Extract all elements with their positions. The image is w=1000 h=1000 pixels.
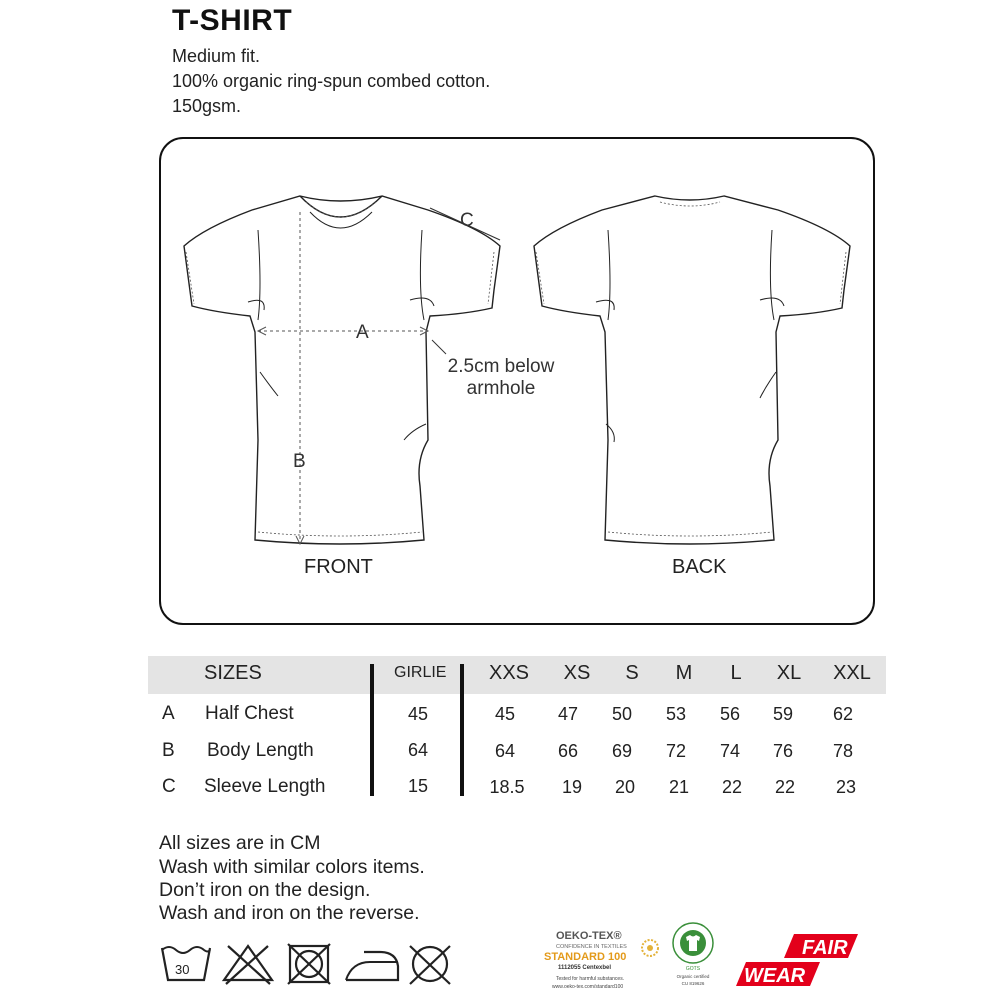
care-icons-row [158, 940, 458, 986]
page-title: T-SHIRT [172, 4, 293, 37]
oeko-tex-title: OEKO-TEX® [556, 930, 622, 942]
sizes-header: SIZES [204, 662, 262, 684]
row-a-m: 53 [665, 704, 687, 724]
armhole-note-line1: 2.5cm below [447, 356, 555, 377]
gots-cert-line1: Organic certified [676, 974, 710, 979]
no-dry-clean-icon [410, 946, 450, 984]
oeko-tex-code: 1112055 Centexbel [558, 965, 612, 971]
fabric-description: 100% organic ring-spun combed cotton. [172, 71, 491, 91]
row-c-xxs: 18.5 [489, 777, 525, 797]
size-col-xs: XS [563, 662, 591, 684]
size-col-m: M [675, 662, 693, 684]
wash-30-icon [162, 947, 210, 980]
girlie-header: GIRLIE [394, 664, 447, 681]
fair-wear-logo [736, 932, 860, 988]
front-label: FRONT [304, 556, 373, 578]
size-col-xl: XL [776, 662, 802, 684]
back-tshirt-drawing [534, 196, 850, 544]
row-a-xl: 59 [772, 704, 794, 724]
row-b-xxs: 64 [494, 741, 516, 761]
care-note-reverse: Wash and iron on the reverse. [159, 902, 420, 924]
oeko-tex-flower-icon [640, 938, 660, 958]
wear-text: WEAR [744, 965, 806, 987]
size-col-xxs: XXS [488, 662, 530, 684]
row-b-code: B [162, 740, 175, 761]
row-c-xxl: 23 [835, 777, 857, 797]
row-c-xl: 22 [774, 777, 796, 797]
care-note-wash: Wash with similar colors items. [159, 856, 425, 878]
back-label: BACK [672, 556, 727, 578]
gots-cert-line2: CU 819626 [681, 981, 705, 986]
table-divider-right [460, 664, 464, 796]
row-a-xxl: 62 [832, 704, 854, 724]
table-divider-left [370, 664, 374, 796]
fair-wear-badge [736, 932, 860, 988]
row-a-s: 50 [611, 704, 633, 724]
row-b-xxl: 78 [832, 741, 854, 761]
row-c-l: 22 [721, 777, 743, 797]
oeko-tex-logo [540, 928, 664, 994]
wash-temperature: 30 [175, 962, 190, 977]
row-b-xs: 66 [557, 741, 579, 761]
row-c-m: 21 [668, 777, 690, 797]
row-b-l: 74 [719, 741, 741, 761]
no-bleach-icon [224, 946, 272, 984]
gots-shirt-icon [670, 920, 716, 966]
dimension-a-label: A [356, 322, 369, 343]
row-a-girlie: 45 [407, 704, 429, 724]
row-a-code: A [162, 703, 175, 724]
iron-low-icon [346, 952, 398, 980]
oeko-tex-url: www.oeko-tex.com/standard100 [552, 984, 624, 990]
row-c-girlie: 15 [407, 776, 429, 796]
row-a-l: 56 [719, 704, 741, 724]
no-tumble-dry-icon [288, 944, 330, 984]
care-note-units: All sizes are in CM [159, 832, 321, 854]
row-c-s: 20 [614, 777, 636, 797]
row-b-label: Body Length [207, 740, 314, 761]
gots-logo [670, 920, 716, 996]
oeko-tex-standard: STANDARD 100 [544, 951, 627, 963]
dimension-b-label: B [293, 451, 306, 472]
weight-description: 150gsm. [172, 96, 242, 116]
fair-text: FAIR [802, 937, 848, 959]
fit-description: Medium fit. [172, 46, 261, 66]
row-b-girlie: 64 [407, 740, 429, 760]
row-c-label: Sleeve Length [204, 776, 326, 797]
care-note-iron-design: Don’t iron on the design. [159, 879, 371, 901]
row-a-label: Half Chest [205, 703, 294, 724]
row-b-s: 69 [611, 741, 633, 761]
row-b-xl: 76 [772, 741, 794, 761]
dimension-c-label: C [460, 210, 474, 231]
size-col-xxl: XXL [833, 662, 871, 684]
gots-abbreviation: GOTS [685, 966, 701, 972]
oeko-tex-subtitle: CONFIDENCE IN TEXTILES [556, 944, 627, 950]
armhole-note-line2: armhole [466, 378, 536, 399]
size-col-l: L [730, 662, 742, 684]
oeko-tex-tested: Tested for harmful substances. [556, 976, 625, 982]
row-b-m: 72 [665, 741, 687, 761]
size-col-s: S [625, 662, 639, 684]
row-a-xs: 47 [557, 704, 579, 724]
row-a-xxs: 45 [494, 704, 516, 724]
armhole-note [436, 356, 566, 400]
row-c-code: C [162, 776, 176, 797]
row-c-xs: 19 [561, 777, 583, 797]
